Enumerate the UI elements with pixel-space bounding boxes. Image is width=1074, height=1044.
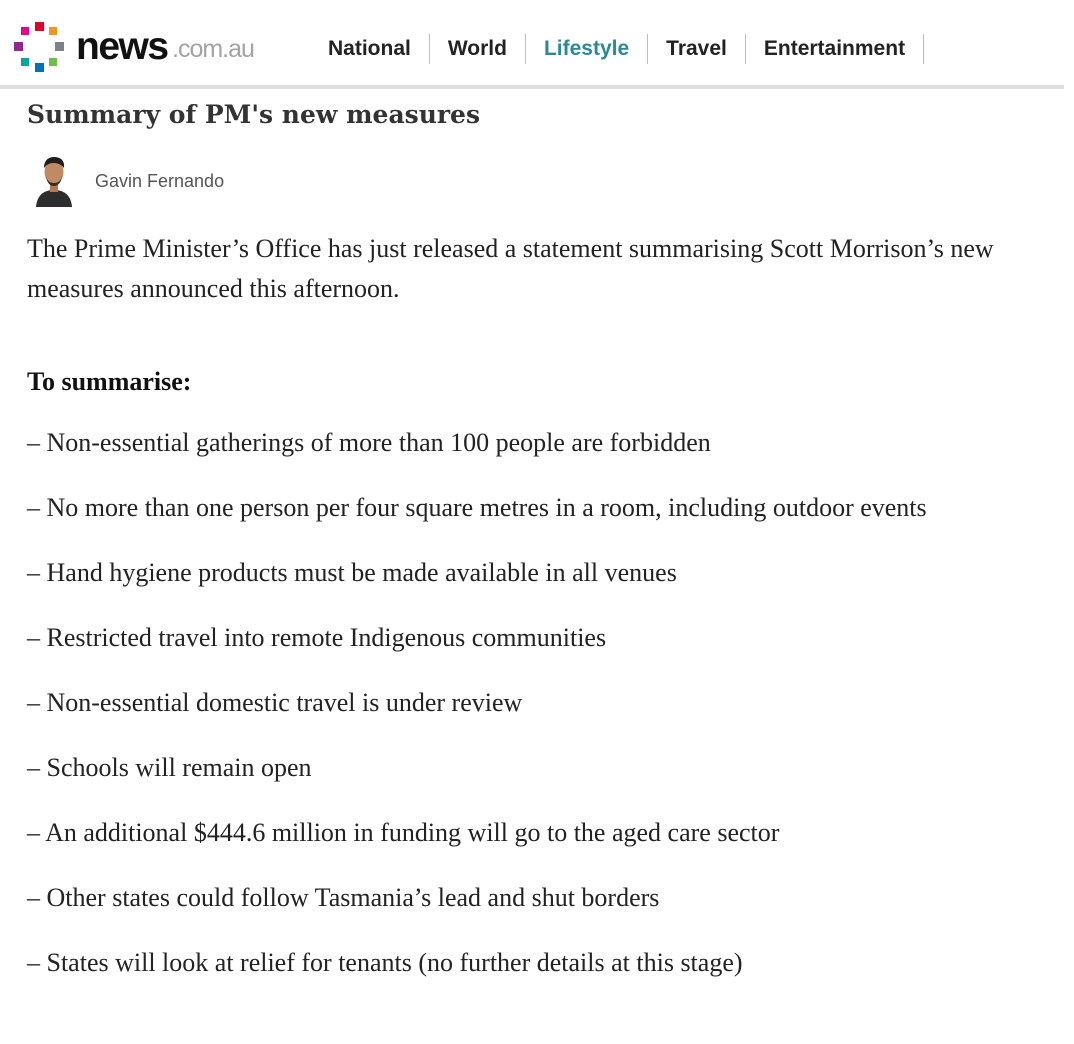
list-item: – Non-essential domestic travel is under review: [27, 688, 523, 717]
list-item: – Restricted travel into remote Indigenous communities: [27, 623, 607, 652]
news-logo-burst-icon: [10, 18, 68, 76]
author-name[interactable]: Gavin Fernando: [95, 170, 225, 191]
measures-list: [27, 423, 1067, 1008]
byline: [32, 155, 224, 207]
header-divider: [0, 85, 1064, 89]
list-item: – Non-essential gatherings of more than 100 people are forbidden: [27, 428, 711, 457]
list-item: – Hand hygiene products must be made available in all venues: [27, 558, 677, 587]
list-item: – Schools will remain open: [27, 753, 312, 782]
site-logo-link[interactable]: [10, 18, 280, 76]
site-header: [0, 0, 1074, 90]
nav-item-lifestyle[interactable]: Lifestyle: [543, 37, 630, 60]
list-item: – No more than one person per four square metres in a room, including outdoor events: [27, 493, 927, 522]
nav-item-world[interactable]: World: [447, 37, 507, 60]
article-title: Summary of PM's new measures: [27, 100, 481, 129]
logo-domain: .com.au: [172, 35, 254, 63]
article-intro: The Prime Minister’s Office has just released a statement summarising Scott Morrison’s new measures announced this afternoon.: [27, 234, 994, 303]
author-avatar[interactable]: [32, 155, 76, 207]
list-item: – Other states could follow Tasmania’s lead and shut borders: [27, 883, 660, 912]
nav-item-travel[interactable]: Travel: [666, 37, 727, 60]
main-nav: [310, 34, 924, 64]
list-item: – An additional $444.6 million in funding will go to the aged care sector: [27, 818, 780, 847]
nav-item-entertainment[interactable]: Entertainment: [763, 37, 906, 60]
logo-wordmark: news: [76, 25, 168, 68]
summary-heading: To summarise:: [27, 367, 192, 396]
nav-divider: [923, 34, 924, 64]
list-item: – States will look at relief for tenants (no further details at this stage): [27, 948, 743, 977]
nav-item-national[interactable]: National: [328, 37, 411, 60]
